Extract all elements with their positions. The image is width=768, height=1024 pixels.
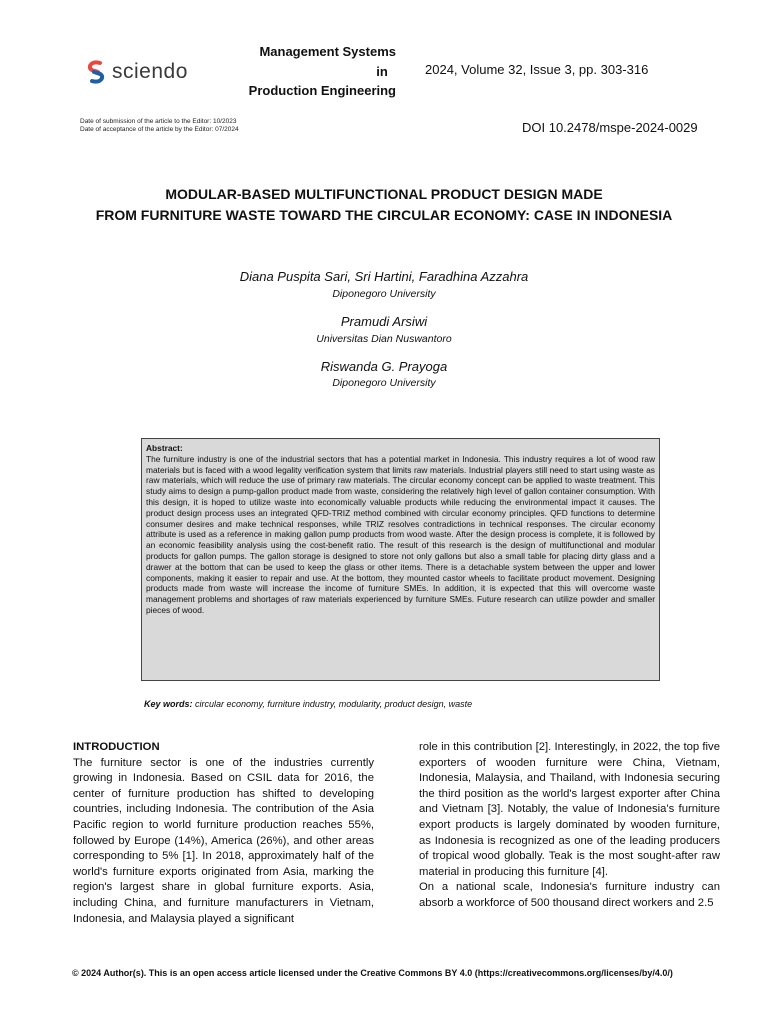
article-title-line2: FROM FURNITURE WASTE TOWARD THE CIRCULAR ECONOMY: CASE IN INDONESIA xyxy=(95,207,673,223)
affiliation-1: Diponegoro University xyxy=(332,288,436,300)
doi[interactable]: DOI 10.2478/mspe-2024-0029 xyxy=(522,120,698,135)
publisher-logo xyxy=(86,60,188,84)
affiliation-2: Universitas Dian Nuswantoro xyxy=(316,333,452,345)
body-column-left xyxy=(73,740,374,927)
submission-dates xyxy=(80,118,239,134)
keywords-text: circular economy, furniture industry, modularity, product design, waste xyxy=(195,699,473,709)
license-footer: © 2024 Author(s). This is an open access article licensed under the Creative Commons BY 4.0 (https://creativecommons.org/licenses/by/4.0/) xyxy=(72,968,673,978)
affiliation-3: Diponegoro University xyxy=(332,377,436,389)
article-title xyxy=(60,184,708,226)
sciendo-logo-icon xyxy=(86,60,106,84)
volume-info: 2024, Volume 32, Issue 3, pp. 303-316 xyxy=(425,62,649,77)
abstract-box xyxy=(141,438,660,681)
body-paragraph-right-2: On a national scale, Indonesia's furniture industry can absorb a workforce of 500 thousand direct workers and 2.5 xyxy=(419,881,720,909)
journal-name-line1: Management Systems xyxy=(259,44,396,59)
author-group-3: Riswanda G. Prayoga xyxy=(320,359,448,374)
body-paragraph-right-1: role in this contribution [2]. Interestingly, in 2022, the top five exporters of wooden furniture were China, Vietnam, Indonesia, Malaysia, and Thailand, with Indonesia securing the third position as the world's largest exporter after China and Vietnam [3]. Notably, the value of Indonesia's furniture export products is largely dominated by wooden furniture, as Indonesia is recognized as one of the leading producers of tropical wood globally. Teak is the most sought-after raw material in producing this furniture [4]. xyxy=(419,741,720,878)
date-acceptance: Date of acceptance of the article by the Editor: 07/2024 xyxy=(80,126,239,133)
logo-text: sciendo xyxy=(112,60,188,83)
journal-name xyxy=(228,42,396,101)
journal-name-line3: Production Engineering xyxy=(248,83,396,98)
body-paragraph-left: The furniture sector is one of the industries currently growing in Indonesia. Based on CSIL data for 2016, the center of furniture production has shifted to developing countries, including Indonesia. The contribution of the Asia Pacific region to world furniture production reaches 55%, followed by Europe (14%), America (26%), and other areas corresponding to 5% [1]. In 2018, approximately half of the world's furniture exports originated from Asia, marking the region's largest share in global furniture exports. Asia, including China, and furniture manufacturers in Vietnam, Indonesia, and Malaysia played a significant xyxy=(73,756,374,925)
journal-name-line2: in xyxy=(376,63,388,79)
keywords xyxy=(144,699,472,709)
author-group-2: Pramudi Arsiwi xyxy=(340,314,428,329)
section-heading-introduction: INTRODUCTION xyxy=(73,741,160,753)
body-column-right xyxy=(419,740,720,912)
date-submission: Date of submission of the article to the Editor: 10/2023 xyxy=(80,118,237,125)
keywords-label: Key words: xyxy=(144,699,193,709)
article-title-line1: MODULAR-BASED MULTIFUNCTIONAL PRODUCT DESIGN MADE xyxy=(165,186,603,202)
abstract-text: The furniture industry is one of the industrial sectors that has a potential market in Indonesia. This industry requires a lot of wood raw materials but is faced with a wood legality verification system that limits raw materials. Industrial players still need to start using waste as raw materials, which will reduce the use of primary raw materials. The circular economy concept can be applied to waste treatment. This study aims to design a pump-gallon product made from waste, considering the relatively high level of gallon container consumption. With this design, it is hoped to utilize waste into economically valuable products while reducing the environmental impact it causes. The product design process uses an integrated QFD-TRIZ method combined with circular economy principles. QFD functions to determine consumer desires and make technical responses, while TRIZ resolves contradictions in technical responses. The circular economy attribute is used as a reference in making gallon pump products from wood waste. After the design process is complete, it is followed by an economic feasibility analysis using the cost-benefit ratio. The result of this research is the design of multifunctional and modular products for gallon pumps. The gallon storage is designed to store not only gallons but also a small table for placing dirty glass and a drawer at the bottom that can be used to keep the glass or other items. There is a detachable system between the upper and lower components, making it easier to repair and use. At the bottom, they mounted castor wheels to facilitate product movement. Designing products made from waste will increase the income of furniture SMEs. In addition, it is expected that this will overcome waste management problems and shortages of raw materials experienced by furniture SMEs. Future research can utilize powder and smaller pieces of wood. xyxy=(146,453,655,615)
author-group-1: Diana Puspita Sari, Sri Hartini, Faradhina Azzahra xyxy=(239,269,529,284)
abstract-heading: Abstract: xyxy=(146,443,183,453)
